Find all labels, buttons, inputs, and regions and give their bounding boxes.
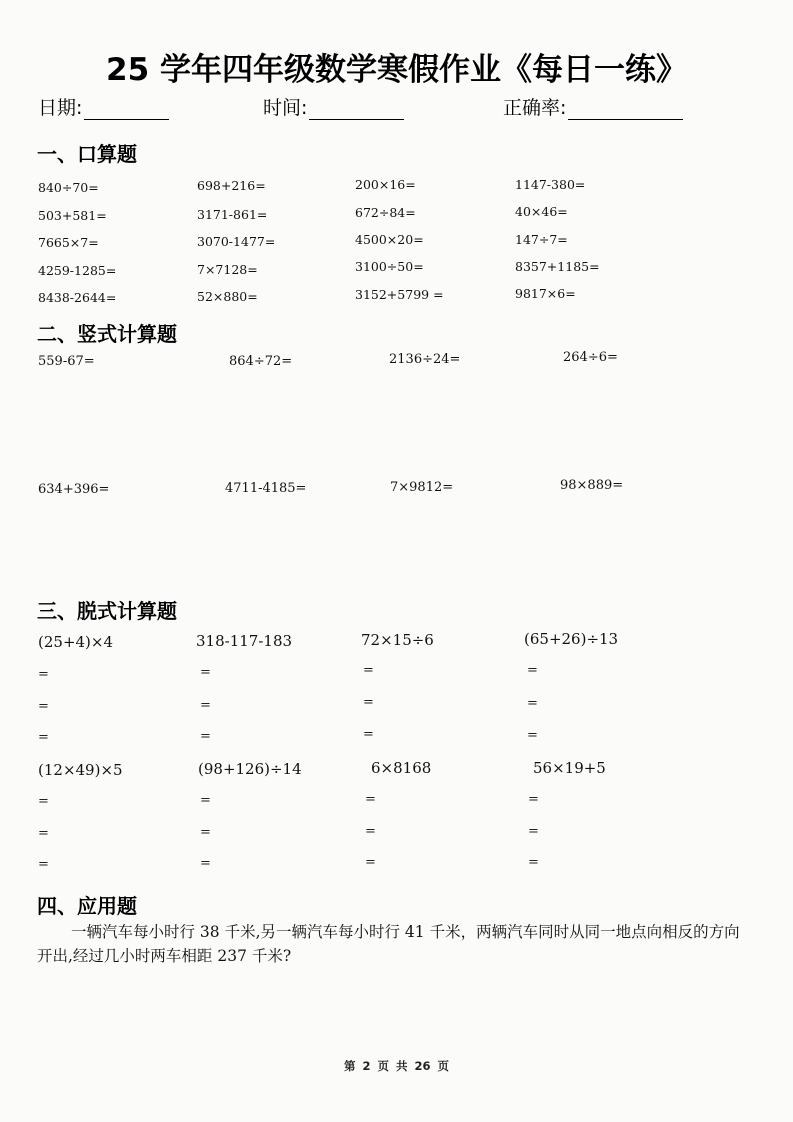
mental-math-item: 8357+1185= [515,259,600,274]
accuracy-label: 正确率: [503,97,567,119]
step-calc-expression: 6×8168 [371,759,432,777]
equals-line: = [200,825,211,840]
mental-math-item: 147÷7= [515,232,568,247]
equals-line: = [200,729,211,744]
step-calc-expression: (12×49)×5 [38,761,123,779]
equals-line: = [200,698,211,713]
mental-math-item: 3100÷50= [355,259,424,274]
mental-math-item: 40×46= [515,204,568,219]
mental-math-item: 7665×7= [38,235,99,250]
section-heading-vertical-calculation: 二、竖式计算题 [37,322,177,346]
accuracy-field[interactable] [503,93,683,120]
equals-line: = [365,855,376,870]
step-calc-expression: 56×19+5 [533,759,606,777]
mental-math-item: 1147-380= [515,177,586,192]
mental-math-item: 3171-861= [197,207,268,222]
step-calc-expression: 72×15÷6 [361,631,434,649]
time-field[interactable] [263,93,404,120]
equals-line: = [200,665,211,680]
equals-line: = [365,792,376,807]
word-problem-text: 一辆汽车每小时行 38 千米,另一辆汽车每小时行 41 千米，两辆汽车同时从同一地点向相反的方向开出,经过几小时两车相距 237 千米? [37,923,740,965]
step-calc-expression: (65+26)÷13 [524,630,619,648]
vertical-calc-item: 2136÷24= [389,352,461,367]
equals-line: = [528,824,539,839]
equals-line: = [200,793,211,808]
mental-math-item: 4259-1285= [38,263,117,278]
mental-math-item: 4500×20= [355,232,424,247]
accuracy-blank[interactable] [568,101,683,120]
equals-line: = [528,792,539,807]
page-number: 第 2 页 共 26 页 [343,1059,450,1073]
equals-line: = [38,667,49,682]
time-blank[interactable] [309,101,404,120]
date-field[interactable] [38,93,169,120]
vertical-calc-item: 98×889= [560,478,624,493]
equals-line: = [38,794,49,809]
date-label: 日期: [38,97,83,119]
vertical-calc-item: 4711-4185= [225,481,307,496]
section-heading-step-calculation: 三、脱式计算题 [37,599,177,623]
equals-line: = [363,695,374,710]
step-calc-expression: (98+126)÷14 [198,760,302,778]
equals-line: = [363,663,374,678]
mental-math-item: 9817×6= [515,286,576,301]
equals-line: = [38,699,49,714]
section-heading-word-problem: 四、应用题 [37,894,137,918]
vertical-calc-item: 7×9812= [390,480,454,495]
mental-math-item: 698+216= [197,178,266,193]
mental-math-item: 3152+5799 = [355,287,444,302]
time-label: 时间: [263,97,308,119]
mental-math-item: 840÷70= [38,180,99,195]
vertical-calc-item: 264÷6= [563,350,618,365]
equals-line: = [528,855,539,870]
mental-math-item: 7×7128= [197,262,258,277]
equals-line: = [527,728,538,743]
equals-line: = [365,824,376,839]
mental-math-item: 52×880= [197,289,258,304]
step-calc-expression: (25+4)×4 [38,633,114,651]
vertical-calc-item: 864÷72= [229,354,293,369]
equals-line: = [38,730,49,745]
date-blank[interactable] [84,101,169,120]
equals-line: = [38,857,49,872]
equals-line: = [527,663,538,678]
mental-math-item: 8438-2644= [38,290,117,305]
vertical-calc-item: 559-67= [38,354,95,369]
equals-line: = [38,826,49,841]
mental-math-item: 503+581= [38,208,107,223]
mental-math-item: 3070-1477= [197,234,276,249]
section-heading-mental-math: 一、口算题 [37,142,137,166]
step-calc-expression: 318-117-183 [196,632,293,650]
mental-math-item: 672÷84= [355,205,416,220]
worksheet-title: 25 学年四年级数学寒假作业《每日一练》 [106,52,687,88]
equals-line: = [527,696,538,711]
vertical-calc-item: 634+396= [38,482,110,497]
equals-line: = [200,856,211,871]
equals-line: = [363,727,374,742]
mental-math-item: 200×16= [355,177,416,192]
